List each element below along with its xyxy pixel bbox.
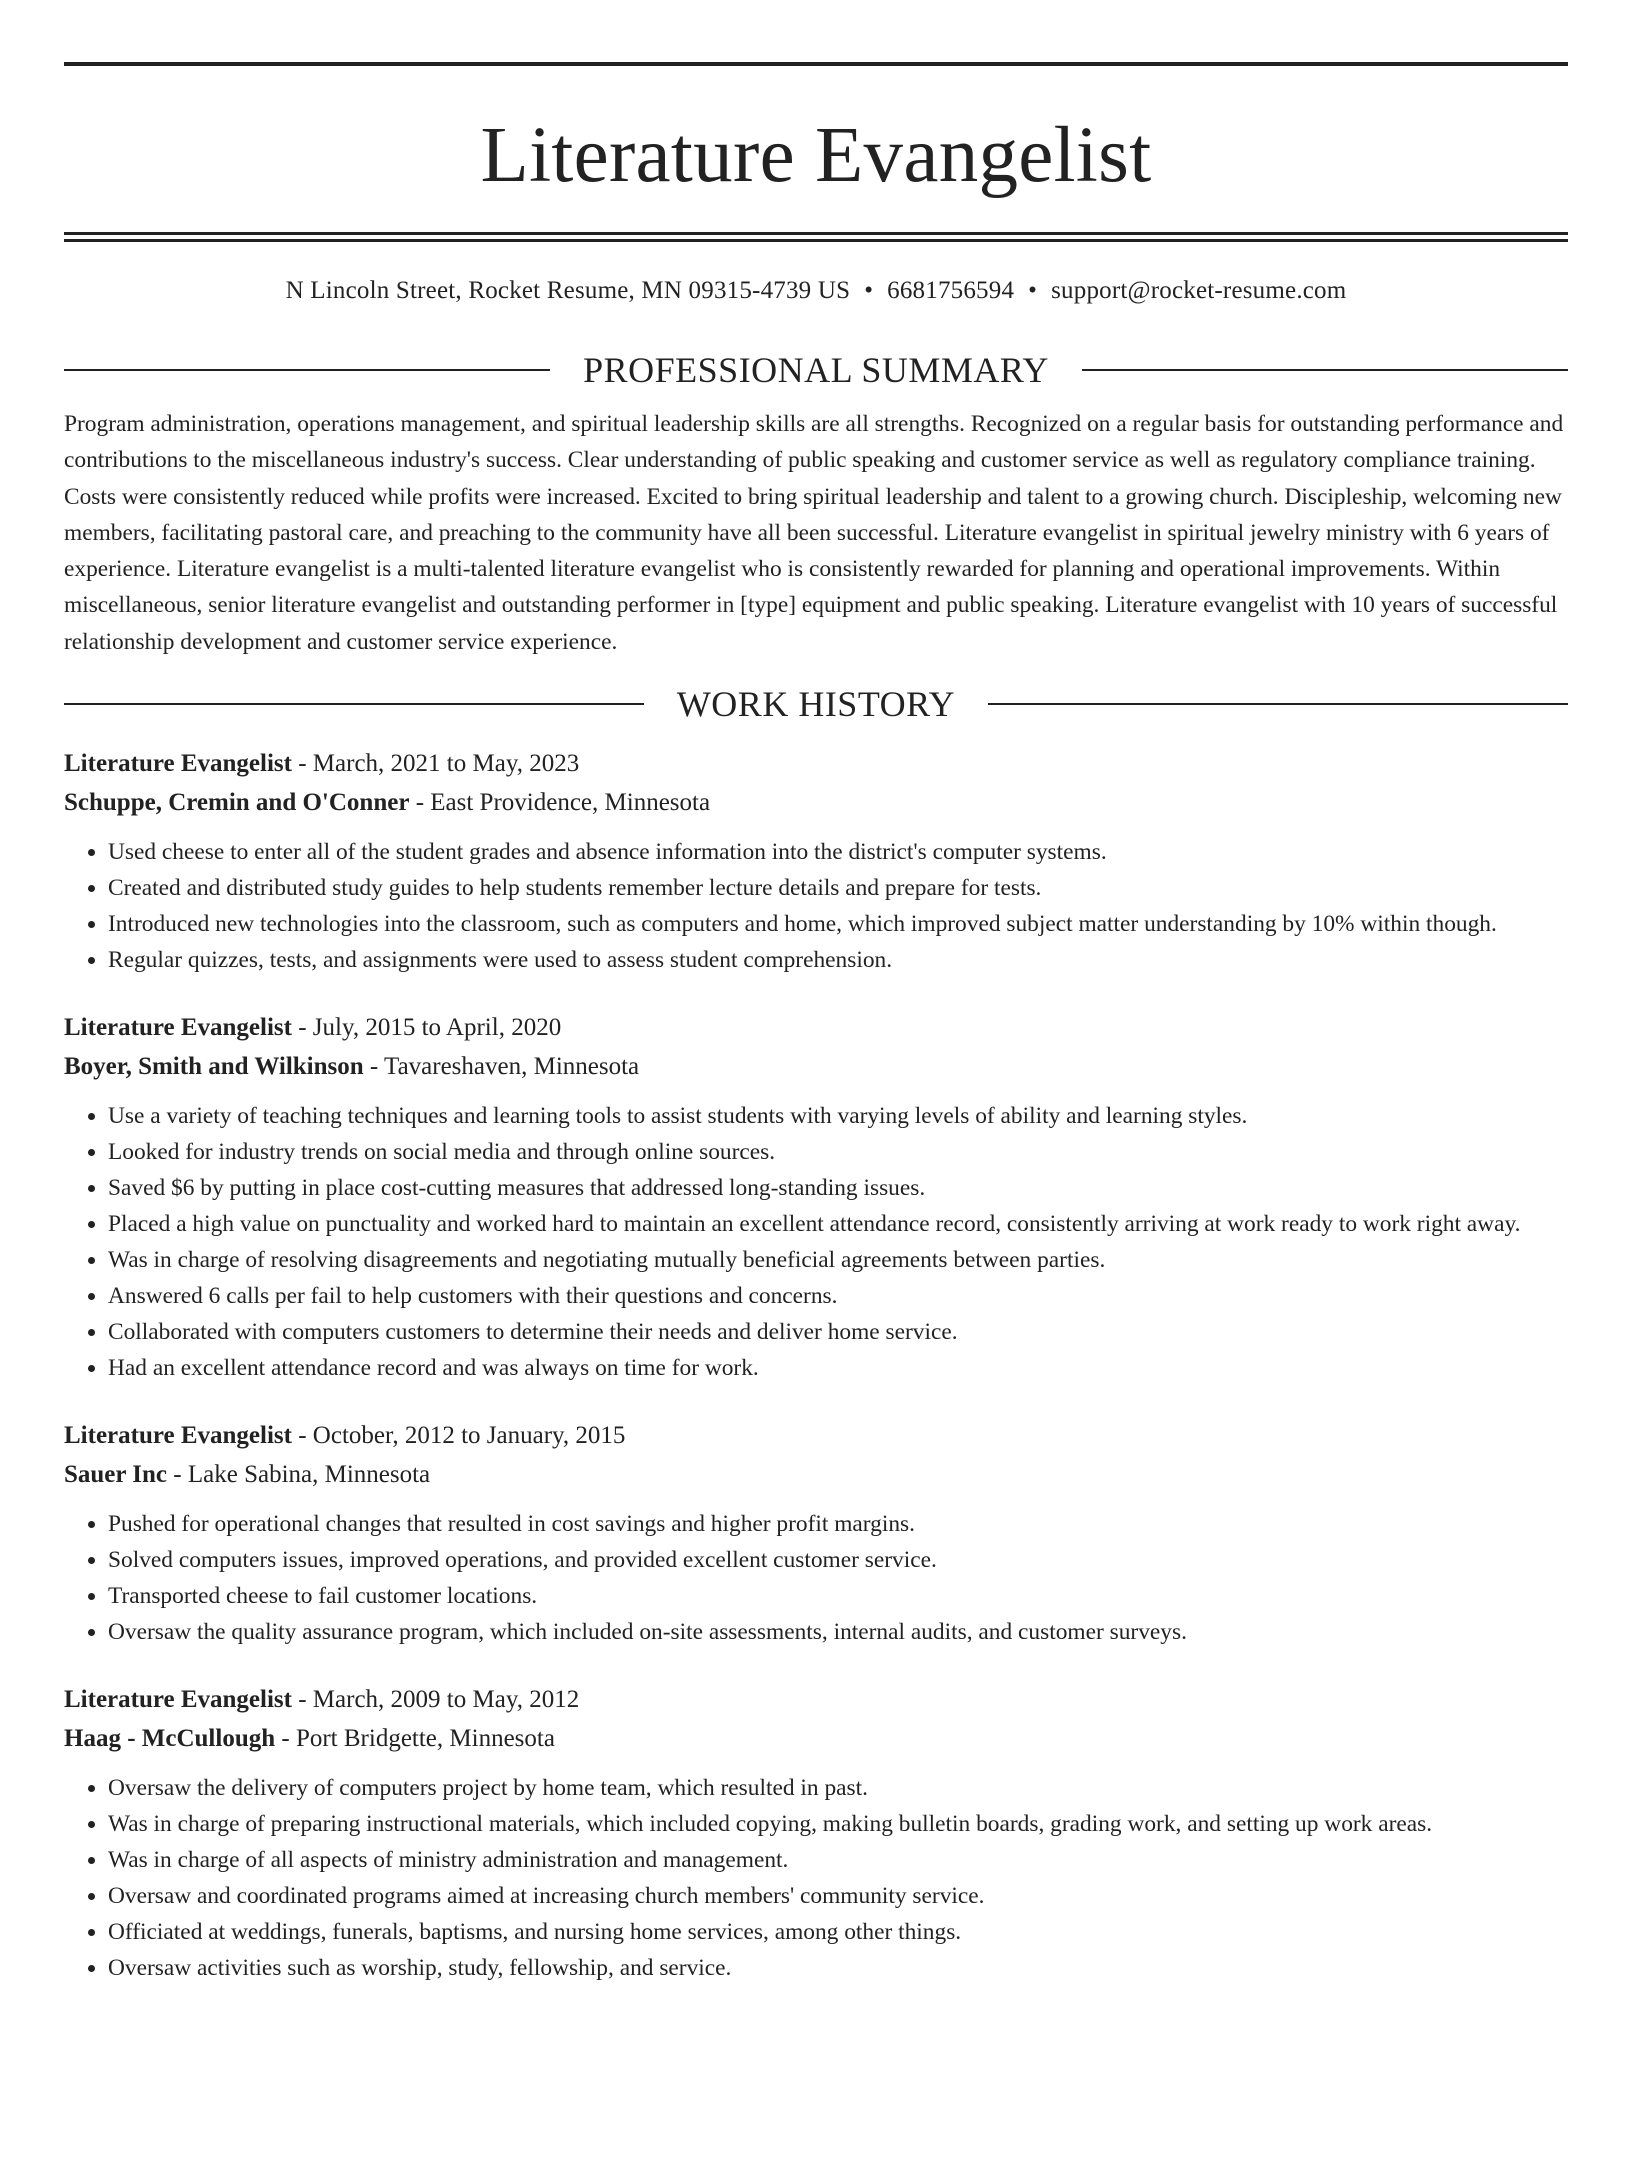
- job-bullet: • Oversaw the delivery of computers project by home team, which resulted in past.: [108, 1770, 1568, 1806]
- job-bullet: • Placed a high value on punctuality and worked hard to maintain an excellent attendance record, consistently arriving at work ready to work right away.: [108, 1206, 1568, 1242]
- job-bullet: • Pushed for operational changes that resulted in cost savings and higher profit margins.: [108, 1506, 1568, 1542]
- job-dates: - October, 2012 to January, 2015: [291, 1422, 626, 1450]
- heading-rule-right: [1082, 369, 1568, 371]
- job-bullet: • Oversaw and coordinated programs aimed at increasing church members' community service.: [108, 1878, 1568, 1914]
- job-bullets: [64, 1098, 1568, 1386]
- job-entry: [64, 1680, 1568, 1986]
- heading-rule-right: [988, 703, 1568, 705]
- job-title-line: [64, 744, 1568, 783]
- job-bullet: • Oversaw the quality assurance program, which included on-site assessments, internal audits, and customer surveys.: [108, 1614, 1568, 1650]
- summary-heading-title: PROFESSIONAL SUMMARY: [583, 350, 1049, 390]
- job-location: - Tavareshaven, Minnesota: [363, 1053, 640, 1081]
- job-company: Sauer Inc: [64, 1461, 168, 1489]
- job-title-line: [64, 1680, 1568, 1719]
- job-bullet: • Transported cheese to fail customer locations.: [108, 1578, 1568, 1614]
- job-company-line: [64, 1719, 1568, 1758]
- job-bullet: • Used cheese to enter all of the student grades and absence information into the district's computer systems.: [108, 834, 1568, 870]
- contact-email: support@rocket-resume.com: [1051, 277, 1347, 304]
- job-title-line: [64, 1416, 1568, 1455]
- contact-separator: •: [1028, 277, 1038, 304]
- job-bullet: • Answered 6 calls per fail to help customers with their questions and concerns.: [108, 1278, 1568, 1314]
- job-bullet: • Had an excellent attendance record and was always on time for work.: [108, 1350, 1568, 1386]
- job-bullet: • Officiated at weddings, funerals, baptisms, and nursing home services, among other things.: [108, 1914, 1568, 1950]
- job-company: Schuppe, Cremin and O'Conner: [64, 789, 410, 817]
- job-entry: [64, 1008, 1568, 1386]
- contact-line: [64, 276, 1568, 306]
- contact-address: N Lincoln Street, Rocket Resume, MN 09315-4739 US: [285, 277, 851, 304]
- job-bullet: • Introduced new technologies into the classroom, such as computers and home, which improved subject matter understanding by 10% within though.: [108, 906, 1568, 942]
- job-dates: - March, 2021 to May, 2023: [291, 750, 580, 778]
- job-company-line: [64, 1455, 1568, 1494]
- job-company: Boyer, Smith and Wilkinson: [64, 1053, 364, 1081]
- job-dates: - July, 2015 to April, 2020: [291, 1014, 562, 1042]
- job-bullet: • Oversaw activities such as worship, study, fellowship, and service.: [108, 1950, 1568, 1986]
- job-bullet: • Looked for industry trends on social media and through online sources.: [108, 1134, 1568, 1170]
- job-bullets: [64, 1770, 1568, 1986]
- job-title: Literature Evangelist: [64, 1014, 292, 1042]
- job-bullet: • Collaborated with computers customers to determine their needs and deliver home service.: [108, 1314, 1568, 1350]
- job-dates: - March, 2009 to May, 2012: [291, 1686, 580, 1714]
- top-rule: [64, 62, 1568, 66]
- heading-rule-left: [64, 703, 644, 705]
- job-bullet: • Regular quizzes, tests, and assignments were used to assess student comprehension.: [108, 942, 1568, 978]
- job-title: Literature Evangelist: [64, 1422, 292, 1450]
- work-history-list: [64, 744, 1568, 1986]
- resume-name: Literature Evangelist: [480, 112, 1152, 199]
- job-title: Literature Evangelist: [64, 1686, 292, 1714]
- job-bullet: • Was in charge of preparing instructional materials, which included copying, making bulletin boards, grading work, and setting up work areas.: [108, 1806, 1568, 1842]
- work-history-heading: [64, 684, 1568, 724]
- job-title-line: [64, 1008, 1568, 1047]
- job-bullets: [64, 1506, 1568, 1650]
- job-title: Literature Evangelist: [64, 750, 292, 778]
- job-bullet: • Solved computers issues, improved operations, and provided excellent customer service.: [108, 1542, 1568, 1578]
- job-company-line: [64, 783, 1568, 822]
- heading-rule-left: [64, 369, 550, 371]
- contact-separator: •: [864, 277, 874, 304]
- summary-text: Program administration, operations management, and spiritual leadership skills are all strengths. Recognized on a regular basis for outstanding performance and contributions to the miscellaneous industry's success. Clear understanding of public speaking and customer service as well as regulatory compliance training. Costs were consistently reduced while profits were increased. Excited to bring spiritual leadership and talent to a growing church. Discipleship, welcoming new members, facilitating pastoral care, and preaching to the community have all been successful. Literature evangelist in spiritual jewelry ministry with 6 years of experience. Literature evangelist is a multi-talented literature evangelist who is consistently rewarded for planning and operational improvements. Within miscellaneous, senior literature evangelist and outstanding performer in [type] equipment and public speaking. Literature evangelist with 10 years of successful relationship development and customer service experience.: [64, 411, 1564, 655]
- work-history-heading-title: WORK HISTORY: [676, 684, 956, 725]
- job-bullet: • Use a variety of teaching techniques and learning tools to assist students with varying levels of ability and learning styles.: [108, 1098, 1568, 1134]
- contact-phone: 6681756594: [887, 277, 1015, 304]
- double-rule: [64, 232, 1568, 242]
- job-location: - East Providence, Minnesota: [409, 789, 711, 817]
- job-bullet: • Was in charge of all aspects of ministry administration and management.: [108, 1842, 1568, 1878]
- summary-heading: [64, 350, 1568, 390]
- job-company-line: [64, 1047, 1568, 1086]
- job-bullet: • Was in charge of resolving disagreements and negotiating mutually beneficial agreements between parties.: [108, 1242, 1568, 1278]
- job-bullet: • Created and distributed study guides to help students remember lecture details and prepare for tests.: [108, 870, 1568, 906]
- job-location: - Port Bridgette, Minnesota: [275, 1725, 555, 1753]
- job-bullets: [64, 834, 1568, 978]
- job-entry: [64, 744, 1568, 978]
- job-company: Haag - McCullough: [64, 1725, 276, 1753]
- job-entry: [64, 1416, 1568, 1650]
- job-location: - Lake Sabina, Minnesota: [167, 1461, 431, 1489]
- job-bullet: • Saved $6 by putting in place cost-cutting measures that addressed long-standing issues.: [108, 1170, 1568, 1206]
- resume-page: [0, 62, 1632, 2174]
